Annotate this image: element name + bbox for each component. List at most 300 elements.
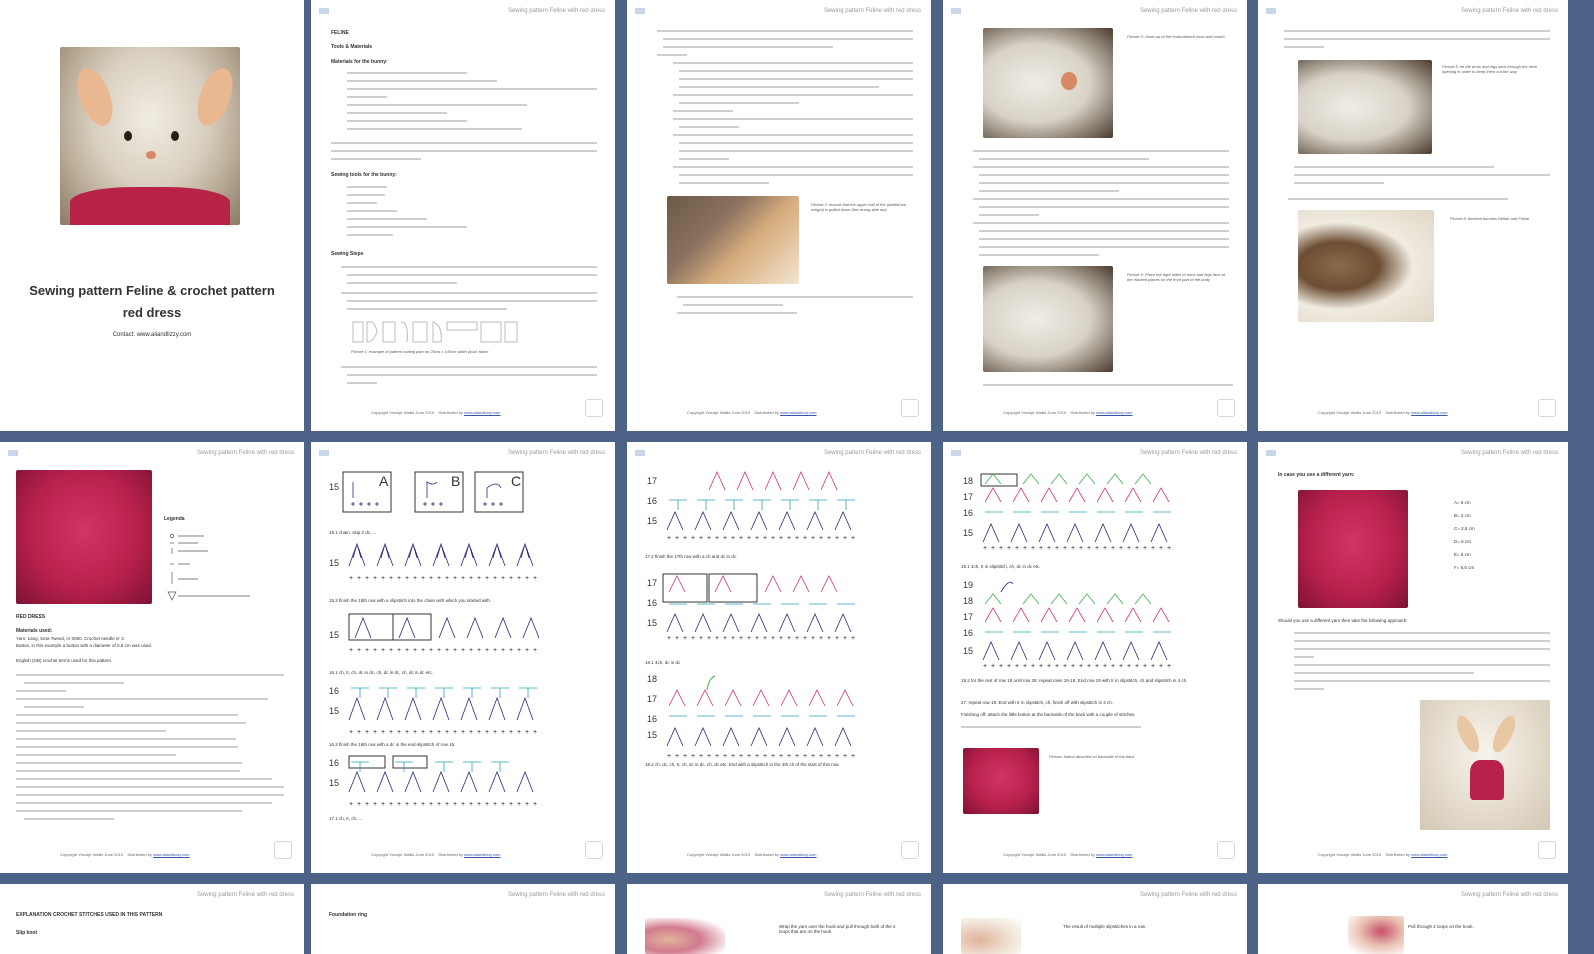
footer-link[interactable]: www.aliandlizzy.com <box>464 852 501 857</box>
plus-stitch: + <box>421 801 426 808</box>
footer-logo <box>901 399 919 417</box>
plus-stitch: + <box>755 635 760 642</box>
text-line <box>1294 664 1550 666</box>
text-line <box>1294 166 1494 168</box>
header-mark <box>635 8 645 14</box>
page-header: Sewing pattern Feline with red dress <box>1460 450 1558 456</box>
plus-stitch: + <box>365 575 370 582</box>
footer-logo <box>1217 841 1235 859</box>
plus-stitch: + <box>405 801 410 808</box>
footer-distributed: Distributed by <box>438 410 463 415</box>
plus-stitch: + <box>501 575 506 582</box>
footer-link[interactable]: www.aliandlizzy.com <box>464 410 501 415</box>
page-header: Sewing pattern Feline with red dress <box>196 450 294 456</box>
row-label: 15 <box>329 558 340 568</box>
plus-stitch: + <box>1063 545 1068 552</box>
plus-stitch: + <box>763 753 768 760</box>
footer-copyright: Copyright Vroukje Wallis June 2010 <box>687 852 751 857</box>
row-label: 15 <box>329 482 340 492</box>
plus-stitch: + <box>1151 663 1156 670</box>
plus-stitch: + <box>1135 545 1140 552</box>
page-header: Sewing pattern Feline with red dress <box>1460 8 1558 14</box>
button-caption: Picture: button attached on backside of the back <box>1049 754 1135 759</box>
row-label: 15 <box>647 516 658 526</box>
row-16-2: 16.2 finish the 16th row with a dc in the end-slipstitch of row 15. <box>329 742 456 747</box>
plus-stitch: + <box>795 535 800 542</box>
text-line <box>979 158 1149 160</box>
footer-distributed: Distributed by <box>1070 852 1095 857</box>
plus-stitch: + <box>851 535 856 542</box>
plus-stitch: + <box>429 729 434 736</box>
plus-stitch: + <box>461 647 466 654</box>
sewing-tools: Sewing tools for the bunny: <box>331 172 397 178</box>
plus-stitch: + <box>811 635 816 642</box>
text-line <box>347 72 467 74</box>
text-line <box>979 190 1119 192</box>
text-line <box>673 110 733 112</box>
text-line <box>673 62 913 64</box>
plus-stitch: + <box>381 801 386 808</box>
red-dress-photo <box>16 470 152 604</box>
plus-stitch: + <box>1055 545 1060 552</box>
text-line <box>331 142 597 144</box>
footer-logo <box>585 841 603 859</box>
picture2-caption: Picture 2: ensure that the upper half of the (added ear weight) is pulled down (the wrong side out) <box>811 202 907 212</box>
text-line <box>679 142 913 144</box>
text-line <box>347 300 597 302</box>
text-line <box>341 266 597 268</box>
page-footer <box>371 410 501 415</box>
plus-stitch: + <box>397 801 402 808</box>
plus-stitch: + <box>493 729 498 736</box>
plus-stitch: + <box>763 535 768 542</box>
plus-stitch: + <box>477 647 482 654</box>
plus-stitch: + <box>501 801 506 808</box>
footer-copyright: Copyright Vroukje Wallis June 2010 <box>371 852 435 857</box>
text-line <box>679 150 913 152</box>
text-line <box>679 86 879 88</box>
page-1 <box>0 0 304 431</box>
row-label: 17 <box>963 612 974 622</box>
text-line <box>16 746 238 748</box>
plus-stitch: + <box>453 729 458 736</box>
plus-stitch: + <box>1015 545 1020 552</box>
row-label: 16 <box>647 496 658 506</box>
plus-stitch: + <box>389 729 394 736</box>
header-mark <box>635 450 645 456</box>
text-line <box>16 754 176 756</box>
plus-stitch: + <box>509 801 514 808</box>
plus-stitch: + <box>811 535 816 542</box>
row-label: 15 <box>963 528 974 538</box>
text-line <box>347 88 597 90</box>
text-line <box>16 802 272 804</box>
plus-stitch: + <box>421 575 426 582</box>
footer-link[interactable]: www.aliandlizzy.com <box>780 852 817 857</box>
plus-stitch: + <box>747 535 752 542</box>
plus-stitch: + <box>803 753 808 760</box>
plus-stitch: + <box>357 575 362 582</box>
page-header: Sewing pattern Feline with red dress <box>1139 8 1237 14</box>
text-line <box>16 698 268 700</box>
wrap-yarn-text: Wrap the yarn over the hook and pull through both of the 2 loops that are on the hook. <box>779 924 896 934</box>
plus-stitch: + <box>405 647 410 654</box>
plus-stitch: + <box>533 729 538 736</box>
text-line <box>347 112 447 114</box>
text-line <box>347 104 527 106</box>
plus-stitch: + <box>991 545 996 552</box>
text-line <box>979 254 1099 256</box>
plus-stitch: + <box>477 729 482 736</box>
plus-stitch: + <box>485 729 490 736</box>
dress-back-photo <box>963 748 1039 814</box>
plus-stitch: + <box>525 647 530 654</box>
chart-row17 <box>645 470 885 542</box>
chart-boxes-abc <box>327 468 557 516</box>
text-line <box>341 292 597 294</box>
plus-stitch: + <box>723 753 728 760</box>
plus-stitch: + <box>397 729 402 736</box>
text-line <box>347 128 522 130</box>
plus-stitch: + <box>795 753 800 760</box>
row-label: 17 <box>963 492 974 502</box>
plus-stitch: + <box>509 575 514 582</box>
text-line <box>679 182 769 184</box>
plus-stitch: + <box>779 635 784 642</box>
footer-copyright: Copyright Vroukje Wallis June 2010 <box>687 410 751 415</box>
page-5 <box>1258 0 1568 431</box>
plus-stitch: + <box>1119 663 1124 670</box>
footer-logo <box>1538 841 1556 859</box>
footer-link[interactable]: www.aliandlizzy.com <box>780 410 817 415</box>
plus-stitch: + <box>501 729 506 736</box>
text-line <box>347 374 597 376</box>
document-title: Sewing pattern Feline & crochet pattern red dress <box>29 283 275 320</box>
chart-row16-finish <box>327 752 557 808</box>
footer-link[interactable]: www.aliandlizzy.com <box>1411 410 1448 415</box>
text-line <box>673 94 913 96</box>
plus-stitch: + <box>771 753 776 760</box>
sewing-steps: Sewing Steps <box>331 251 364 257</box>
pull-through-photo <box>1348 916 1404 954</box>
page-footer <box>687 410 817 415</box>
plus-stitch: + <box>413 801 418 808</box>
footer-copyright: Copyright Vroukje Wallis June 2010 <box>371 410 435 415</box>
text-line <box>679 70 913 72</box>
plus-stitch: + <box>827 635 832 642</box>
page-header: Sewing pattern Feline with red dress <box>507 450 605 456</box>
text-line <box>347 274 597 276</box>
plus-stitch: + <box>667 535 672 542</box>
plus-stitch: + <box>413 647 418 654</box>
nose <box>1061 72 1077 90</box>
plus-stitch: + <box>675 635 680 642</box>
plus-stitch: + <box>843 635 848 642</box>
text-line <box>347 218 427 220</box>
plus-stitch: + <box>1031 663 1036 670</box>
footer-distributed: Distributed by <box>1385 410 1410 415</box>
text-line <box>16 738 236 740</box>
plus-stitch: + <box>787 753 792 760</box>
footer-distributed: Distributed by <box>127 852 152 857</box>
text-line <box>16 794 284 796</box>
text-line <box>979 238 1229 240</box>
plus-stitch: + <box>771 635 776 642</box>
row-label: 15 <box>329 706 340 716</box>
plus-stitch: + <box>517 575 522 582</box>
plus-stitch: + <box>691 635 696 642</box>
plus-stitch: + <box>525 801 530 808</box>
footer-copyright: Copyright Vroukje Wallis June 2010 <box>1003 410 1067 415</box>
page-footer <box>1003 852 1133 857</box>
bunny-ear <box>1488 712 1519 755</box>
plus-stitch: + <box>1015 663 1020 670</box>
page-header: Sewing pattern Feline with red dress <box>1139 892 1237 898</box>
plus-stitch: + <box>381 647 386 654</box>
pull-through-text: Pull through 2 loops on the hook. <box>1408 924 1474 929</box>
hook-photo <box>645 918 725 954</box>
plus-stitch: + <box>991 663 996 670</box>
page-14 <box>943 884 1247 954</box>
plus-stitch: + <box>485 801 490 808</box>
plus-stitch: + <box>485 575 490 582</box>
plus-stitch: + <box>1079 545 1084 552</box>
row-label: 15 <box>647 618 658 628</box>
text-line <box>347 194 385 196</box>
plus-stitch: + <box>389 575 394 582</box>
text-line <box>679 78 913 80</box>
text-line <box>961 726 1141 728</box>
plus-stitch: + <box>827 753 832 760</box>
text-line <box>673 118 913 120</box>
plus-stitch: + <box>429 647 434 654</box>
plus-stitch: + <box>493 801 498 808</box>
chart-row18-19 <box>961 470 1201 552</box>
page-header: Sewing pattern Feline with red dress <box>507 892 605 898</box>
dress-measure-photo <box>1298 490 1408 608</box>
row-label: 15 <box>329 778 340 788</box>
plus-stitch: + <box>1167 663 1172 670</box>
footer-copyright: Copyright Vroukje Wallis June 2010 <box>1003 852 1067 857</box>
stuffing-photo <box>1298 60 1432 154</box>
plus-stitch: + <box>1087 545 1092 552</box>
plus-stitch: + <box>1159 545 1164 552</box>
different-yarn-heading: In case you use a different yarn: <box>1278 472 1355 478</box>
plus-stitch: + <box>1055 663 1060 670</box>
plus-stitch: + <box>1071 545 1076 552</box>
plus-stitch: + <box>819 635 824 642</box>
plus-stitch: + <box>389 647 394 654</box>
plus-stitch: + <box>373 575 378 582</box>
measure-d: D= 6 cm <box>1454 539 1471 544</box>
plus-stitch: + <box>1111 663 1116 670</box>
measure-f: F= 5,5 cm <box>1454 565 1475 570</box>
plus-stitch: + <box>509 729 514 736</box>
row-label: 18 <box>963 476 974 486</box>
plus-stitch: + <box>357 801 362 808</box>
nose <box>146 151 156 159</box>
plus-stitch: + <box>763 635 768 642</box>
text-line <box>16 674 284 676</box>
plus-stitch: + <box>349 647 354 654</box>
box-a-label: A <box>379 473 389 489</box>
row-label: 19 <box>963 580 974 590</box>
bunny-in-dress-photo <box>1420 700 1550 830</box>
text-line <box>973 150 1229 152</box>
button-line: Button, in this example a button with a diameter of 0,6 cm was used. <box>16 643 153 648</box>
text-line <box>677 312 797 314</box>
eye-right <box>171 131 179 141</box>
footer-copyright: Copyright Vroukje Wallis June 2010 <box>1318 410 1382 415</box>
plus-stitch: + <box>477 801 482 808</box>
plus-stitch: + <box>723 535 728 542</box>
text-line <box>331 158 421 160</box>
slipstitch-text: The result of multiple slipstitches in a row. <box>1063 924 1147 929</box>
plus-stitch: + <box>445 801 450 808</box>
footer-logo <box>901 841 919 859</box>
chart-row16 <box>327 680 557 736</box>
finished-bunnies-photo <box>1298 210 1434 322</box>
plus-stitch: + <box>843 535 848 542</box>
row-16-1: 16.1 ch, tr, ch, dc in dc, ch, dc in dc, ch, dc in dc etc. <box>329 670 434 675</box>
text-line <box>657 30 913 32</box>
footer-distributed: Distributed by <box>1070 410 1095 415</box>
plus-stitch: + <box>675 753 680 760</box>
plus-stitch: + <box>509 647 514 654</box>
plus-stitch: + <box>739 753 744 760</box>
text-line <box>1294 174 1550 176</box>
text-line <box>679 102 799 104</box>
footer-copyright: Copyright Vroukje Wallis June 2010 <box>1318 852 1382 857</box>
text-line <box>16 690 66 692</box>
text-line <box>347 120 467 122</box>
row-label: 16 <box>329 686 340 696</box>
plus-stitch: + <box>819 535 824 542</box>
measure-a: A= 6 cm <box>1454 500 1471 505</box>
plus-stitch: + <box>1127 663 1132 670</box>
page-header: Sewing pattern Feline with red dress <box>196 892 294 898</box>
plus-stitch: + <box>779 753 784 760</box>
text-line <box>679 174 913 176</box>
text-line <box>677 296 913 298</box>
row-label: 18 <box>647 674 658 684</box>
text-line <box>673 166 913 168</box>
page-7 <box>311 442 615 873</box>
plus-stitch: + <box>723 635 728 642</box>
plus-stitch: + <box>373 801 378 808</box>
footer-distributed: Distributed by <box>754 852 779 857</box>
text-line <box>973 166 1229 168</box>
header-mark <box>951 450 961 456</box>
plus-stitch: + <box>469 729 474 736</box>
plus-stitch: + <box>477 575 482 582</box>
text-line <box>683 304 783 306</box>
ear-right <box>191 64 240 131</box>
picture1-caption: Picture 1: example of pattern cutting plan on 25cm x 140cm width plush fabric <box>351 349 489 354</box>
plus-stitch: + <box>1103 663 1108 670</box>
page-11 <box>0 884 304 954</box>
plus-stitch: + <box>349 801 354 808</box>
row-label: 15 <box>329 630 340 640</box>
plus-stitch: + <box>739 535 744 542</box>
text-line <box>979 182 1229 184</box>
plus-stitch: + <box>755 753 760 760</box>
plus-stitch: + <box>349 729 354 736</box>
footer-link[interactable]: www.aliandlizzy.com <box>1411 852 1448 857</box>
row-17-2: 17.2 finish the 17th row with a ch and dc in dc. <box>645 554 738 559</box>
text-line <box>16 722 246 724</box>
row-label: 16 <box>963 508 974 518</box>
plus-stitch: + <box>405 575 410 582</box>
text-line <box>1294 632 1550 634</box>
plus-stitch: + <box>429 801 434 808</box>
row-19-1: 19.1 4ch, tr in slipstitch, ch, dc in dc etc. <box>961 564 1041 569</box>
page-footer <box>1003 410 1133 415</box>
row-label: 16 <box>647 598 658 608</box>
plus-stitch: + <box>1007 663 1012 670</box>
plus-stitch: + <box>699 753 704 760</box>
plus-stitch: + <box>1039 663 1044 670</box>
text-line <box>1294 640 1550 642</box>
plus-stitch: + <box>365 729 370 736</box>
row-18-2: 18.2 ch, dc, ch, tr, ch, dc in dc, ch, dc etc. End with a slipstitch in the 4th ch of the start of this row. <box>645 762 840 767</box>
footer-link[interactable]: www.aliandlizzy.com <box>1096 410 1133 415</box>
header-mark <box>319 450 329 456</box>
ear-left <box>71 64 120 131</box>
plus-stitch: + <box>715 753 720 760</box>
plus-stitch: + <box>389 801 394 808</box>
text-line <box>16 786 284 788</box>
materials-used: Materials used: <box>16 628 53 634</box>
page-header: Sewing pattern Feline with red dress <box>823 8 921 14</box>
plus-stitch: + <box>787 635 792 642</box>
plus-stitch: + <box>469 647 474 654</box>
plus-stitch: + <box>437 729 442 736</box>
row-label: 15 <box>963 646 974 656</box>
footer-link[interactable]: www.aliandlizzy.com <box>1096 852 1133 857</box>
chart-row18 <box>645 670 885 760</box>
text-line <box>979 214 1039 216</box>
text-line <box>347 308 507 310</box>
page-footer <box>687 852 817 857</box>
header-mark <box>1266 450 1276 456</box>
plus-stitch: + <box>1127 545 1132 552</box>
plus-stitch: + <box>811 753 816 760</box>
plus-stitch: + <box>731 753 736 760</box>
row-label: 17 <box>647 694 658 704</box>
plus-stitch: + <box>1111 545 1116 552</box>
plus-stitch: + <box>493 647 498 654</box>
row-label: 16 <box>647 714 658 724</box>
plus-stitch: + <box>691 535 696 542</box>
english-line: English (GB) crochet terms used for this pattern. <box>16 658 113 663</box>
footer-distributed: Distributed by <box>754 410 779 415</box>
slipstitch-photo <box>961 918 1021 954</box>
plus-stitch: + <box>429 575 434 582</box>
plus-stitch: + <box>453 801 458 808</box>
plus-stitch: + <box>1087 663 1092 670</box>
footer-logo <box>1217 399 1235 417</box>
page-3 <box>627 0 931 431</box>
bunny-ear <box>1452 712 1483 755</box>
plus-stitch: + <box>445 575 450 582</box>
page-header: Sewing pattern Feline with red dress <box>1460 892 1558 898</box>
row-label: 18 <box>963 596 974 606</box>
text-line <box>16 810 242 812</box>
footer-link[interactable]: www.aliandlizzy.com <box>153 852 190 857</box>
plus-stitch: + <box>683 535 688 542</box>
plus-stitch: + <box>747 635 752 642</box>
